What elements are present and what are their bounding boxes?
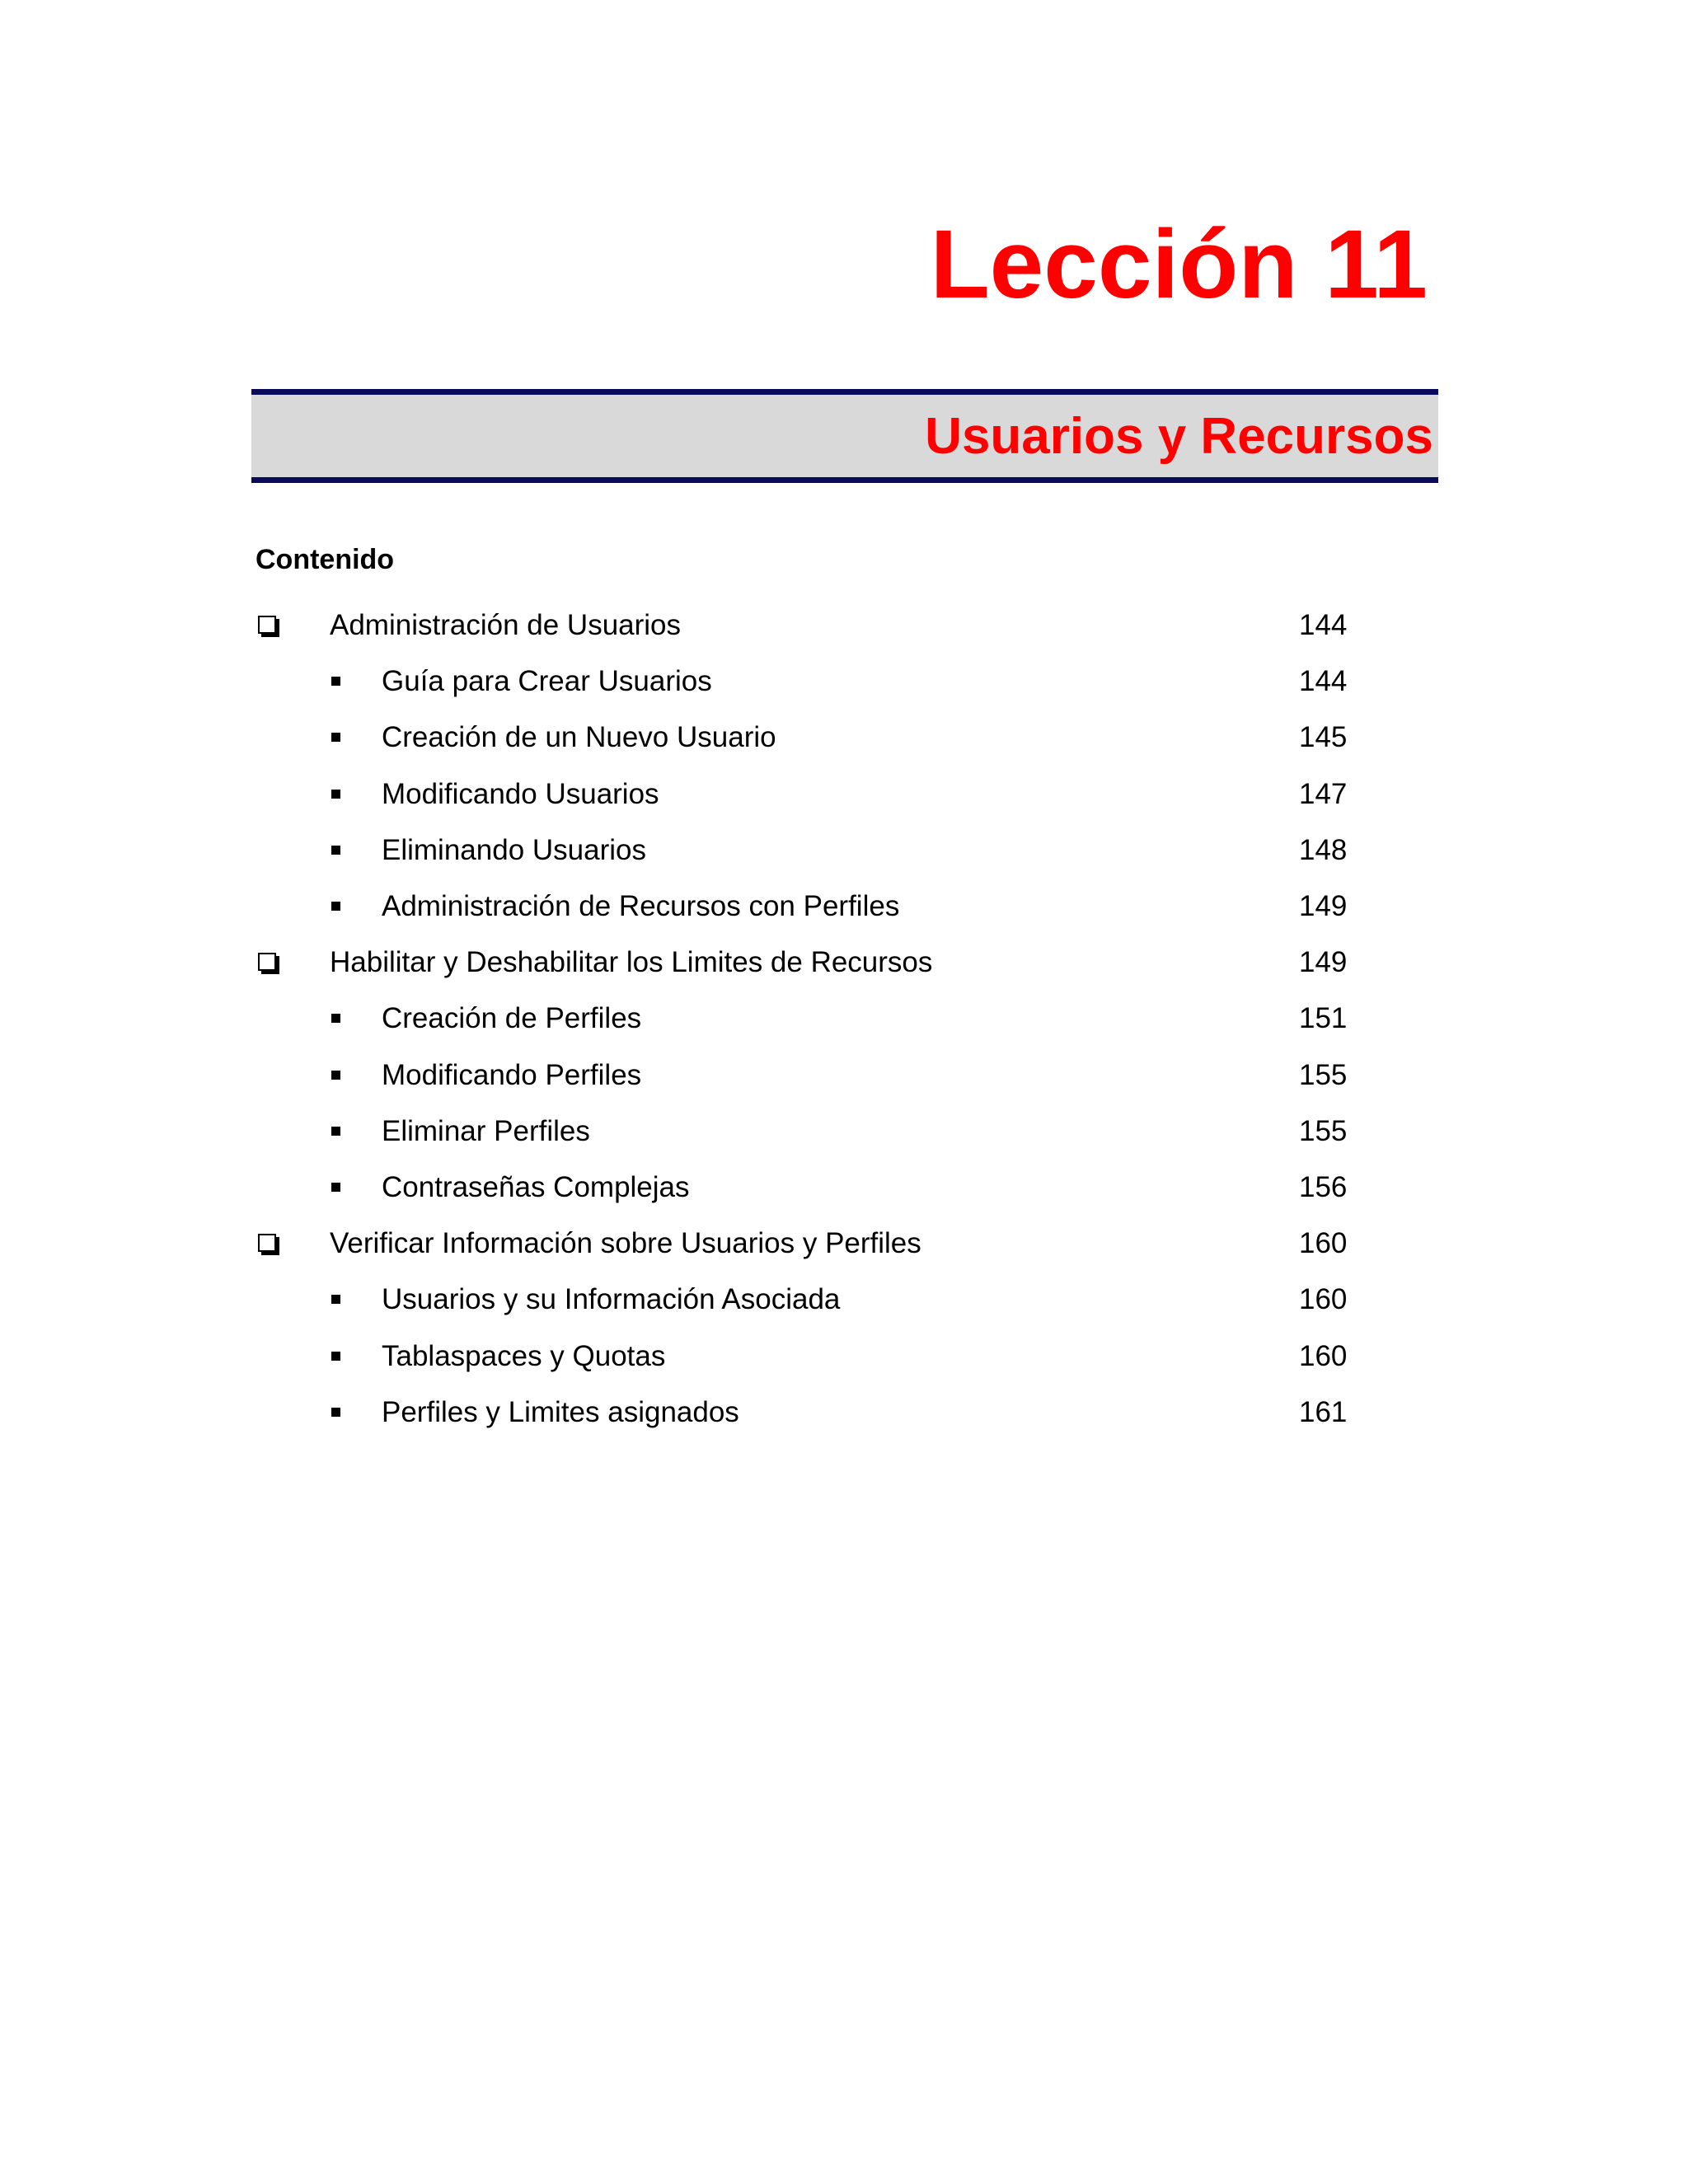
toc-label: Modificando Perfiles [382, 1059, 642, 1091]
toc-page-number: 155 [1299, 1115, 1348, 1147]
toc-subsection [0, 1278, 1688, 1321]
toc-subsection [0, 1391, 1688, 1434]
toc-label: Usuarios y su Información Asociada [382, 1283, 841, 1315]
toc-subsection [0, 1110, 1688, 1153]
filled-square-icon [331, 733, 340, 742]
toc-subsection [0, 1335, 1688, 1378]
filled-square-icon [331, 1127, 340, 1136]
toc-section [0, 1222, 1688, 1265]
toc-label: Eliminando Usuarios [382, 834, 646, 866]
toc-page-number: 149 [1299, 946, 1348, 978]
toc-section [0, 604, 1688, 647]
banner-title: Usuarios y Recursos [925, 408, 1433, 465]
toc-label: Perfiles y Limites asignados [382, 1396, 739, 1428]
toc-page-number: 145 [1299, 721, 1348, 753]
toc-label: Creación de Perfiles [382, 1002, 642, 1034]
filled-square-icon [331, 1352, 340, 1361]
toc-page-number: 161 [1299, 1396, 1348, 1428]
toc-subsection [0, 829, 1688, 872]
lesson-title: Lección 11 [930, 210, 1428, 319]
toc-page-number: 144 [1299, 665, 1348, 697]
toc-subsection [0, 660, 1688, 703]
toc-section [0, 941, 1688, 984]
toc-label: Modificando Usuarios [382, 778, 659, 810]
open-square-icon [258, 1234, 276, 1252]
toc-label: Eliminar Perfiles [382, 1115, 590, 1147]
toc-subsection [0, 1166, 1688, 1209]
toc-subsection [0, 773, 1688, 816]
toc-label: Guía para Crear Usuarios [382, 665, 712, 697]
toc-subsection [0, 716, 1688, 759]
toc-page-number: 156 [1299, 1171, 1348, 1203]
toc-page-number: 147 [1299, 778, 1348, 810]
filled-square-icon [331, 1408, 340, 1417]
filled-square-icon [331, 1183, 340, 1192]
filled-square-icon [331, 902, 340, 911]
filled-square-icon [331, 790, 340, 799]
filled-square-icon [331, 1295, 340, 1304]
toc-subsection [0, 885, 1688, 928]
filled-square-icon [331, 677, 340, 686]
filled-square-icon [331, 846, 340, 855]
contents-heading: Contenido [256, 544, 395, 575]
toc-page-number: 160 [1299, 1340, 1348, 1372]
toc-label: Tablaspaces y Quotas [382, 1340, 666, 1372]
toc-label: Administración de Usuarios [330, 609, 682, 641]
toc-page-number: 160 [1299, 1283, 1348, 1315]
toc-label: Habilitar y Deshabilitar los Limites de Recursos [330, 946, 933, 978]
toc-label: Verificar Información sobre Usuarios y Perfiles [330, 1227, 921, 1259]
toc-label: Contraseñas Complejas [382, 1171, 690, 1203]
toc-subsection [0, 1054, 1688, 1097]
open-square-icon [258, 953, 276, 971]
filled-square-icon [331, 1014, 340, 1023]
open-square-icon [258, 616, 276, 634]
toc-page-number: 144 [1299, 609, 1348, 641]
toc-label: Administración de Recursos con Perfiles [382, 890, 900, 922]
toc-page-number: 149 [1299, 890, 1348, 922]
filled-square-icon [331, 1071, 340, 1080]
toc-label: Creación de un Nuevo Usuario [382, 721, 776, 753]
toc-page-number: 160 [1299, 1227, 1348, 1259]
toc-page-number: 148 [1299, 834, 1348, 866]
toc-subsection [0, 997, 1688, 1040]
toc-page-number: 155 [1299, 1059, 1348, 1091]
toc-page-number: 151 [1299, 1002, 1348, 1034]
